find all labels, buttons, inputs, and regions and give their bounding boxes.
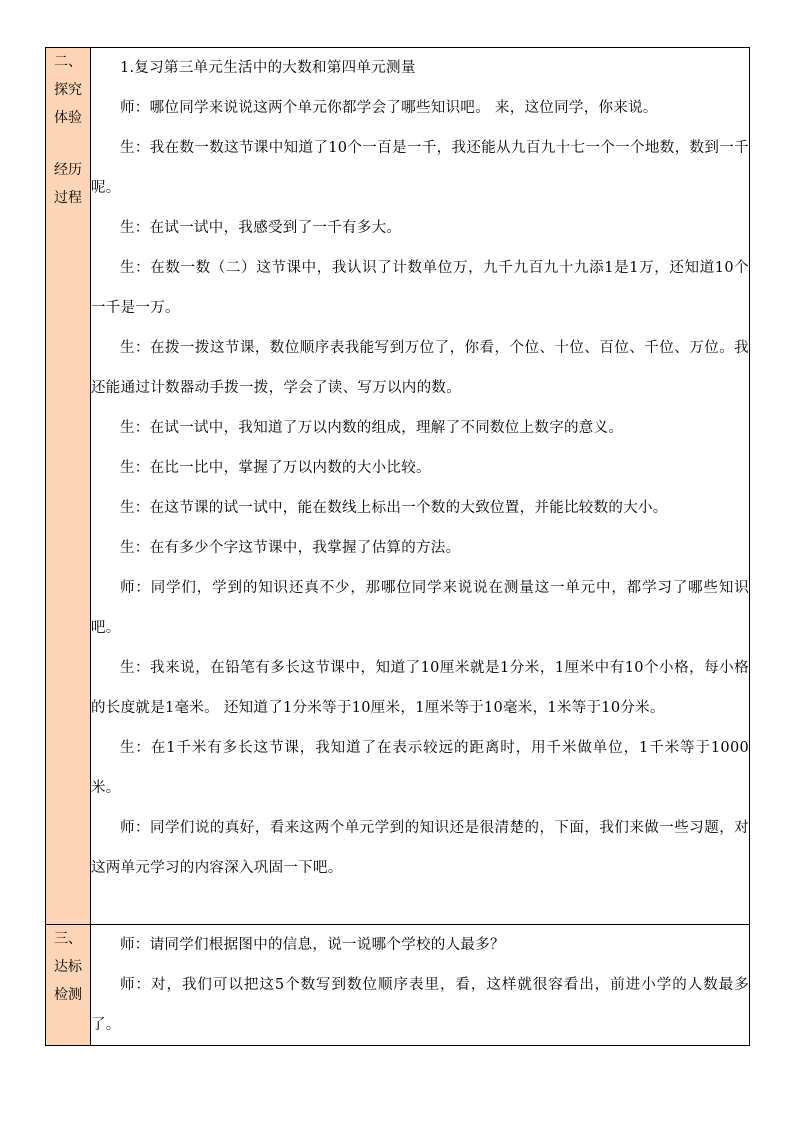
dialogue-paragraph: 生：在试一试中，我知道了万以内数的组成，理解了不同数位上数字的意义。 (120, 420, 624, 436)
section-label-line: 经历 (54, 162, 82, 178)
section-row-explore (46, 48, 750, 925)
section-label-line: 过程 (54, 190, 82, 206)
section-label-line: 检测 (54, 987, 82, 1003)
section-label-cell (46, 925, 91, 1046)
dialogue-paragraph: 师：同学们，学到的知识还真不少，那哪位同学来说说在测量这一单元中，都学习了哪些知识吧。 (91, 580, 749, 636)
section-label-line: 探究 (54, 82, 82, 98)
section-label-cell (46, 48, 91, 925)
dialogue-paragraph: 生：在有多少个字这节课中，我掌握了估算的方法。 (120, 540, 461, 556)
dialogue-paragraph: 生：在1千米有多长这节课，我知道了在表示较远的距离时，用千米做单位，1千米等于1000米。 (91, 740, 749, 796)
dialogue-paragraph: 生：在这节课的试一试中，能在数线上标出一个数的大致位置，并能比较数的大小。 (120, 500, 668, 516)
dialogue-paragraph: 师：请同学们根据图中的信息，说一说哪个学校的人最多？ (120, 937, 505, 953)
section-content-cell (91, 925, 750, 1046)
dialogue-paragraph: 师：对，我们可以把这5个数写到数位顺序表里，看，这样就很容看出，前进小学的人数最多了。 (91, 977, 749, 1033)
dialogue-paragraph: 生：在拨一拨这节课，数位顺序表我能写到万位了，你看，个位、十位、百位、千位、万位。我还能通过计数器动手拨一拨，学会了读、写万以内的数。 (91, 340, 749, 396)
section-label-line: 体验 (54, 110, 82, 126)
section-heading: 1.复习第三单元生活中的大数和第四单元测量 (120, 60, 416, 76)
section-label-line: 二、 (54, 54, 82, 70)
dialogue-paragraph: 生：我在数一数这节课中知道了10个一百是一千，我还能从九百九十七一个一个地数，数到一千呢。 (91, 140, 749, 196)
section-content-cell (91, 48, 750, 925)
dialogue-paragraph: 生：在比一比中，掌握了万以内数的大小比较。 (120, 460, 431, 476)
dialogue-paragraph: 生：我来说，在铅笔有多长这节课中，知道了10厘米就是1分米，1厘米中有10个小格，每小格的长度就是1毫米。 还知道了1分米等于10厘米，1厘米等于10毫米，1米等于10分米。 (91, 660, 749, 716)
dialogue-paragraph: 生：在试一试中，我感受到了一千有多大。 (120, 220, 402, 236)
dialogue-paragraph: 师：哪位同学来说说这两个单元你都学会了哪些知识吧。 来，这位同学，你来说。 (120, 100, 658, 116)
lesson-plan-table (45, 47, 750, 1046)
section-label-gap (46, 132, 90, 156)
section-label-line: 三、 (54, 931, 82, 947)
dialogue-paragraph: 生：在数一数（二）这节课中，我认识了计数单位万，九千九百九十九添1是1万，还知道10个一千是一万。 (91, 260, 749, 316)
dialogue-paragraph: 师：同学们说的真好，看来这两个单元学到的知识还是很清楚的，下面，我们来做一些习题，对这两单元学习的内容深入巩固一下吧。 (91, 820, 749, 876)
section-label-line: 达标 (54, 959, 82, 975)
section-row-assessment (46, 925, 750, 1046)
